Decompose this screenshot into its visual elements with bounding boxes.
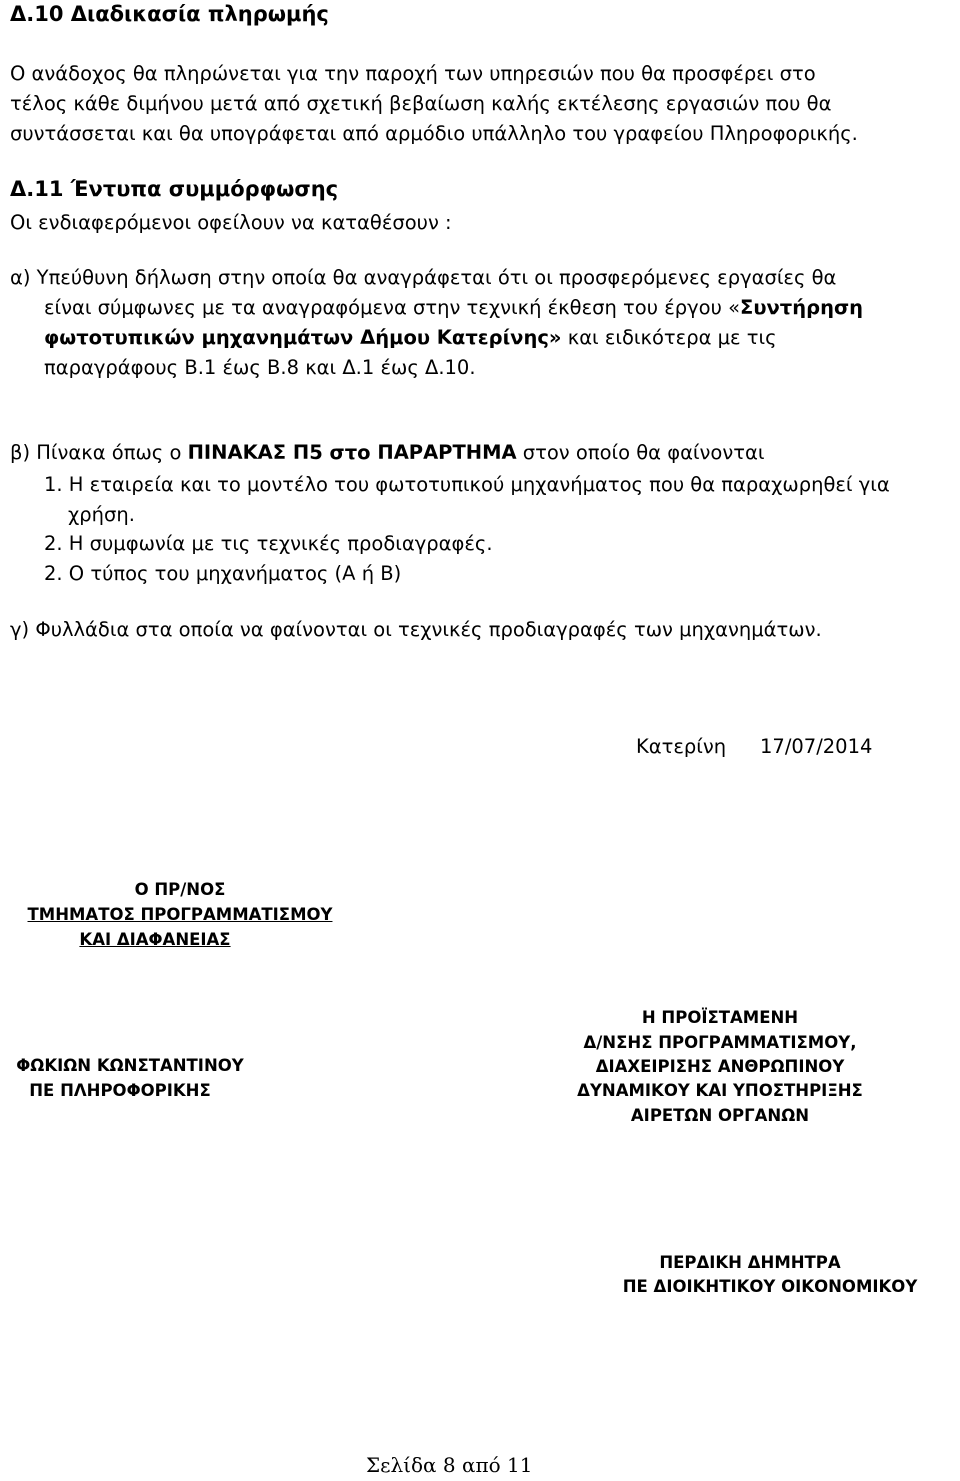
- section-d10-line-1: Ο ανάδοχος θα πληρώνεται για την παροχή των υπηρεσιών που θα προσφέρει στο: [10, 62, 816, 85]
- signature-left-top-department: ΤΜΗΜΑΤΟΣ ΠΡΟΓΡΑΜΜΑΤΙΣΜΟΥ: [27, 905, 333, 924]
- item-b-sub-3: 2. Ο τύπος του μηχανήματος (Α ή Β): [44, 562, 402, 585]
- signature-right-department-4: ΑΙΡΕΤΩΝ ΟΡΓΑΝΩΝ: [630, 1106, 810, 1125]
- section-d10-line-2: τέλος κάθε διμήνου μετά από σχετική βεβαίωση καλής εκτέλεσης εργασιών που θα: [10, 92, 832, 115]
- item-b-table-ref: ΠΙΝΑΚΑΣ Π5 στο ΠΑΡΑΡΤΗΜΑ: [187, 441, 517, 464]
- signature-right-department-1: Δ/ΝΣΗΣ ΠΡΟΓΡΑΜΜΑΤΙΣΜΟΥ,: [583, 1033, 857, 1052]
- section-d10-line-3: συντάσσεται και θα υπογράφεται από αρμόδιο υπάλληλο του γραφείου Πληροφορικής.: [10, 122, 858, 145]
- item-c-line: γ) Φυλλάδια στα οποία να φαίνονται οι τεχνικές προδιαγραφές των μηχανημάτων.: [10, 618, 822, 641]
- signature-right-department-2: ΔΙΑΧΕΙΡΙΣΗΣ ΑΝΘΡΩΠΙΝΟΥ: [595, 1057, 845, 1076]
- item-b-line: [10, 441, 764, 464]
- item-a-line-1: α) Υπεύθυνη δήλωση στην οποία θα αναγράφεται ότι οι προσφερόμενες εργασίες θα: [10, 266, 837, 289]
- signature-right-role: ΠΕ ΔΙΟΙΚΗΤΙΚΟΥ ΟΙΚΟΝΟΜΙΚΟΥ: [622, 1277, 918, 1296]
- item-a-project-name-start: Συντήρηση: [740, 296, 864, 319]
- item-b-sub-1-line-2: χρήση.: [68, 503, 135, 526]
- signature-right-title: Η ΠΡΟΪΣΤΑΜΕΝΗ: [641, 1008, 799, 1027]
- signature-left-top-department-2: ΚΑΙ ΔΙΑΦΑΝΕΙΑΣ: [79, 930, 231, 949]
- item-b-text-post: στον οποίο θα φαίνονται: [516, 441, 765, 464]
- signature-right-name: ΠΕΡΔΙΚΗ ΔΗΜΗΤΡΑ: [659, 1253, 841, 1272]
- item-a-project-name-end: φωτοτυπικών μηχανημάτων Δήμου Κατερίνης»: [44, 326, 562, 349]
- item-a-line-2: [44, 296, 863, 319]
- section-d11-title: Δ.11 Έντυπα συμμόρφωσης: [10, 177, 339, 201]
- signature-left-role: ΠΕ ΠΛΗΡΟΦΟΡΙΚΗΣ: [29, 1081, 211, 1100]
- date: 17/07/2014: [760, 735, 873, 758]
- section-d10-title: Δ.10 Διαδικασία πληρωμής: [10, 2, 329, 26]
- item-b-sub-2: 2. Η συμφωνία με τις τεχνικές προδιαγραφές.: [44, 532, 493, 555]
- signature-left-name: ΦΩΚΙΩΝ ΚΩΝΣΤΑΝΤΙΝΟΥ: [16, 1056, 244, 1075]
- page-number-footer: Σελίδα 8 από 11: [366, 1453, 533, 1477]
- item-b-text-pre: β) Πίνακα όπως ο: [10, 441, 188, 464]
- item-a-line-2-text: είναι σύμφωνες με τα αναγραφόμενα στην τεχνική έκθεση του έργου «: [44, 296, 741, 319]
- signature-right-department-3: ΔΥΝΑΜΙΚΟΥ ΚΑΙ ΥΠΟΣΤΗΡΙΞΗΣ: [577, 1081, 863, 1100]
- place: Κατερίνη: [636, 735, 727, 758]
- section-d11-intro: Οι ενδιαφερόμενοι οφείλουν να καταθέσουν :: [10, 211, 452, 234]
- item-a-line-3: [44, 326, 777, 349]
- item-b-sub-1-line-1: 1. Η εταιρεία και το μοντέλο του φωτοτυπικού μηχανήματος που θα παραχωρηθεί για: [44, 473, 890, 496]
- item-a-line-4: παραγράφους Β.1 έως Β.8 και Δ.1 έως Δ.10.: [44, 356, 476, 379]
- signature-left-top-title: Ο ΠΡ/ΝΟΣ: [134, 880, 226, 899]
- item-a-line-3-text: και ειδικότερα με τις: [561, 326, 777, 349]
